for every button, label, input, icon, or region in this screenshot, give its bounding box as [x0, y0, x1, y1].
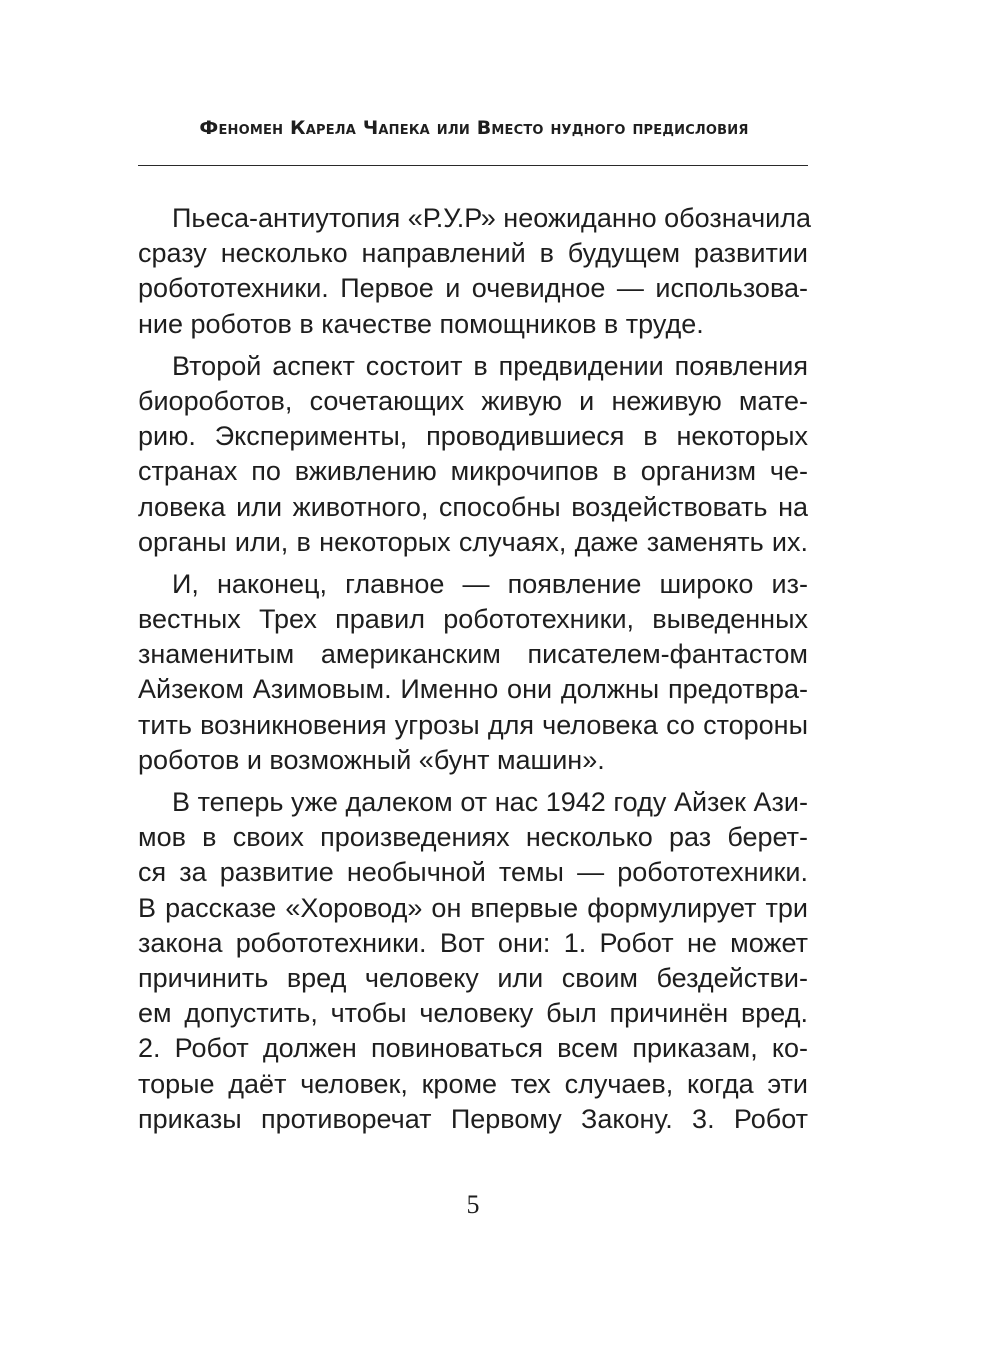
text-line: И, наконец, главное — появление широко из- — [172, 568, 808, 599]
text-line: В рассказе «Хоровод» он впервые формулирует три — [138, 892, 808, 923]
text-line: Второй аспект состоит в предвидении появления — [172, 350, 808, 381]
page-number: 5 — [466, 1190, 480, 1219]
text-line: органы или, в некоторых случаях, даже заменять их. — [138, 526, 808, 557]
text-line: закона робототехники. Вот они: 1. Робот не может — [138, 927, 808, 958]
text-line: вестных Трех правил робототехники, выведенных — [138, 604, 808, 635]
running-head: Феномен Карела Чапека или Вместо нудного предисловия — [199, 117, 749, 139]
text-line: ловека или животного, способны воздействовать на — [138, 491, 808, 522]
paragraph-2 — [138, 349, 808, 560]
paragraph-1 — [138, 201, 811, 342]
text-line: роботов и возможный «бунт машин». — [138, 744, 605, 775]
paragraph-3 — [138, 567, 808, 778]
text-line: ние роботов в качестве помощников в труде. — [138, 308, 704, 339]
text-line: В теперь уже далеком от нас 1942 году Айзек Ази- — [172, 787, 808, 817]
text-line: тить возникновения угрозы для человека со стороны — [138, 709, 808, 740]
text-line: мов в своих произведениях несколько раз берет- — [138, 822, 808, 853]
body-text — [138, 201, 811, 1137]
text-line: ся за развитие необычной темы — робототехники. — [138, 857, 808, 888]
text-line: рию. Эксперименты, проводившиеся в некоторых — [138, 421, 808, 452]
text-line: 2. Робот должен повиноваться всем приказам, ко- — [138, 1033, 808, 1064]
text-line: ем допустить, чтобы человеку был причинён вред. — [138, 998, 808, 1029]
text-line: Пьеса-антиутопия «Р.У.Р» неожиданно обозначила — [172, 203, 811, 233]
text-line: приказы противоречат Первому Закону. 3. Робот — [138, 1103, 808, 1134]
header-rule — [138, 165, 808, 166]
text-line: торые даёт человек, кроме тех случаев, когда эти — [138, 1068, 808, 1099]
text-line: знаменитым американским писателем-фантастом — [138, 639, 808, 670]
text-line: Айзеком Азимовым. Именно они должны предотвра- — [138, 674, 808, 705]
text-line: робототехники. Первое и очевидное — использова- — [138, 273, 808, 304]
text-line: странах по вживлению микрочипов в организм че- — [138, 456, 808, 487]
text-line: причинить вред человеку или своим бездействи- — [138, 962, 808, 993]
text-line: сразу несколько направлений в будущем развитии — [138, 238, 808, 269]
paragraph-4 — [138, 785, 808, 1137]
text-line: биороботов, сочетающих живую и неживую мате- — [138, 385, 808, 416]
